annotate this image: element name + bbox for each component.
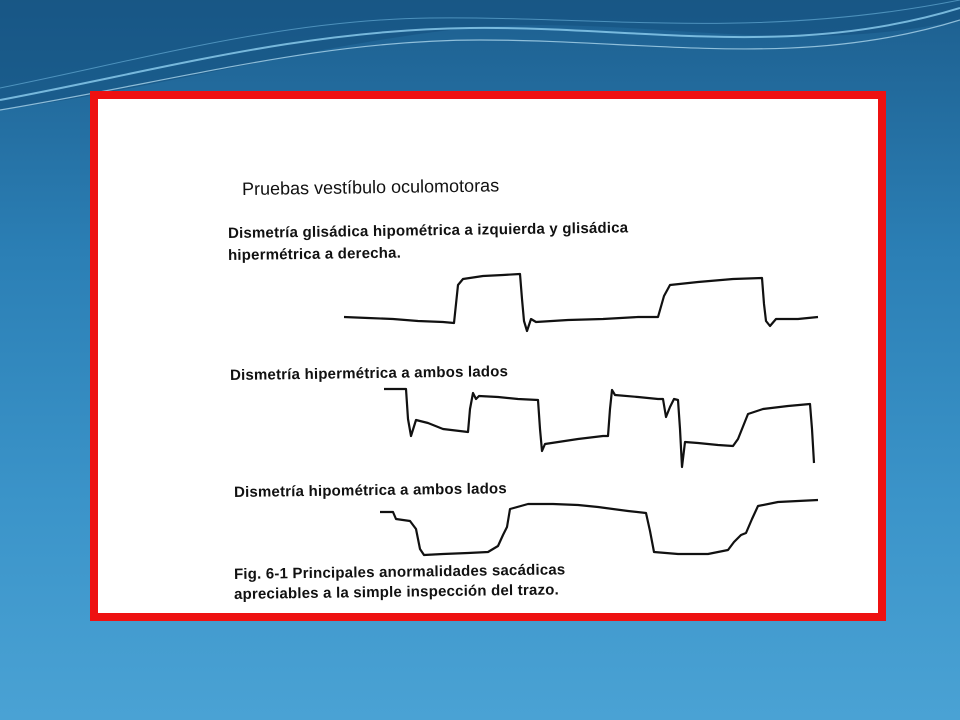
figure-caption-line1: Fig. 6-1 Principales anormalidades sacádicas: [233, 561, 566, 583]
trace-3-waveform: [380, 500, 818, 555]
trace3-label: Dismetría hipométrica a ambos lados: [233, 480, 508, 501]
eye-movement-traces: [98, 99, 878, 613]
trace2-label: Dismetría hipermétrica a ambos lados: [229, 363, 509, 384]
trace1-label-line1: Dismetría glisádica hipométrica a izquierda y glisádica: [227, 219, 629, 242]
trace1-label-line2: hipermétrica a derecha.: [227, 244, 402, 264]
figure-title: Pruebas vestíbulo oculomotoras: [241, 175, 500, 199]
figure-caption-line2: apreciables a la simple inspección del trazo.: [233, 581, 560, 603]
figure-frame: [90, 91, 886, 621]
trace-1-waveform: [344, 274, 818, 331]
trace-2-waveform: [384, 389, 814, 467]
